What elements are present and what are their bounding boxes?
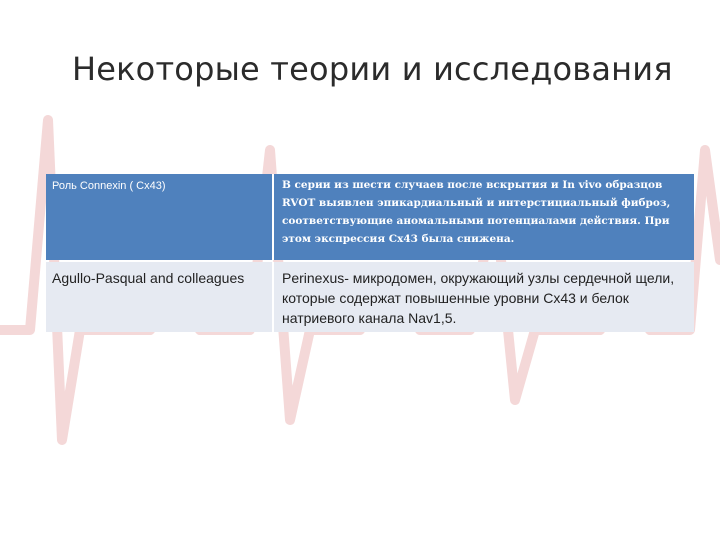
row-cell-left: Agullo-Pasqual and colleagues: [52, 270, 245, 286]
theories-table: [46, 174, 694, 332]
header-cell-left: Роль Connexin ( Cx43): [52, 180, 166, 192]
table-row: [46, 262, 694, 332]
slide-title: Некоторые теории и исследования: [72, 50, 673, 88]
table-header-row: [46, 174, 694, 260]
header-cell-right: В серии из шести случаев после вскрытия и In vivo образцов RVOT выявлен эпикардиальный и интерстициальный фиброз, соответствующие аномальными потенциалами действия. При этом экспрессия Cx43 была снижена.: [272, 174, 694, 260]
row-cell-right: Perinexus- микродомен, окружающий узлы сердечной щели, которые содержат повышенные уровни Сх43 и белок натриевого канала Nav1,5.: [272, 262, 694, 332]
